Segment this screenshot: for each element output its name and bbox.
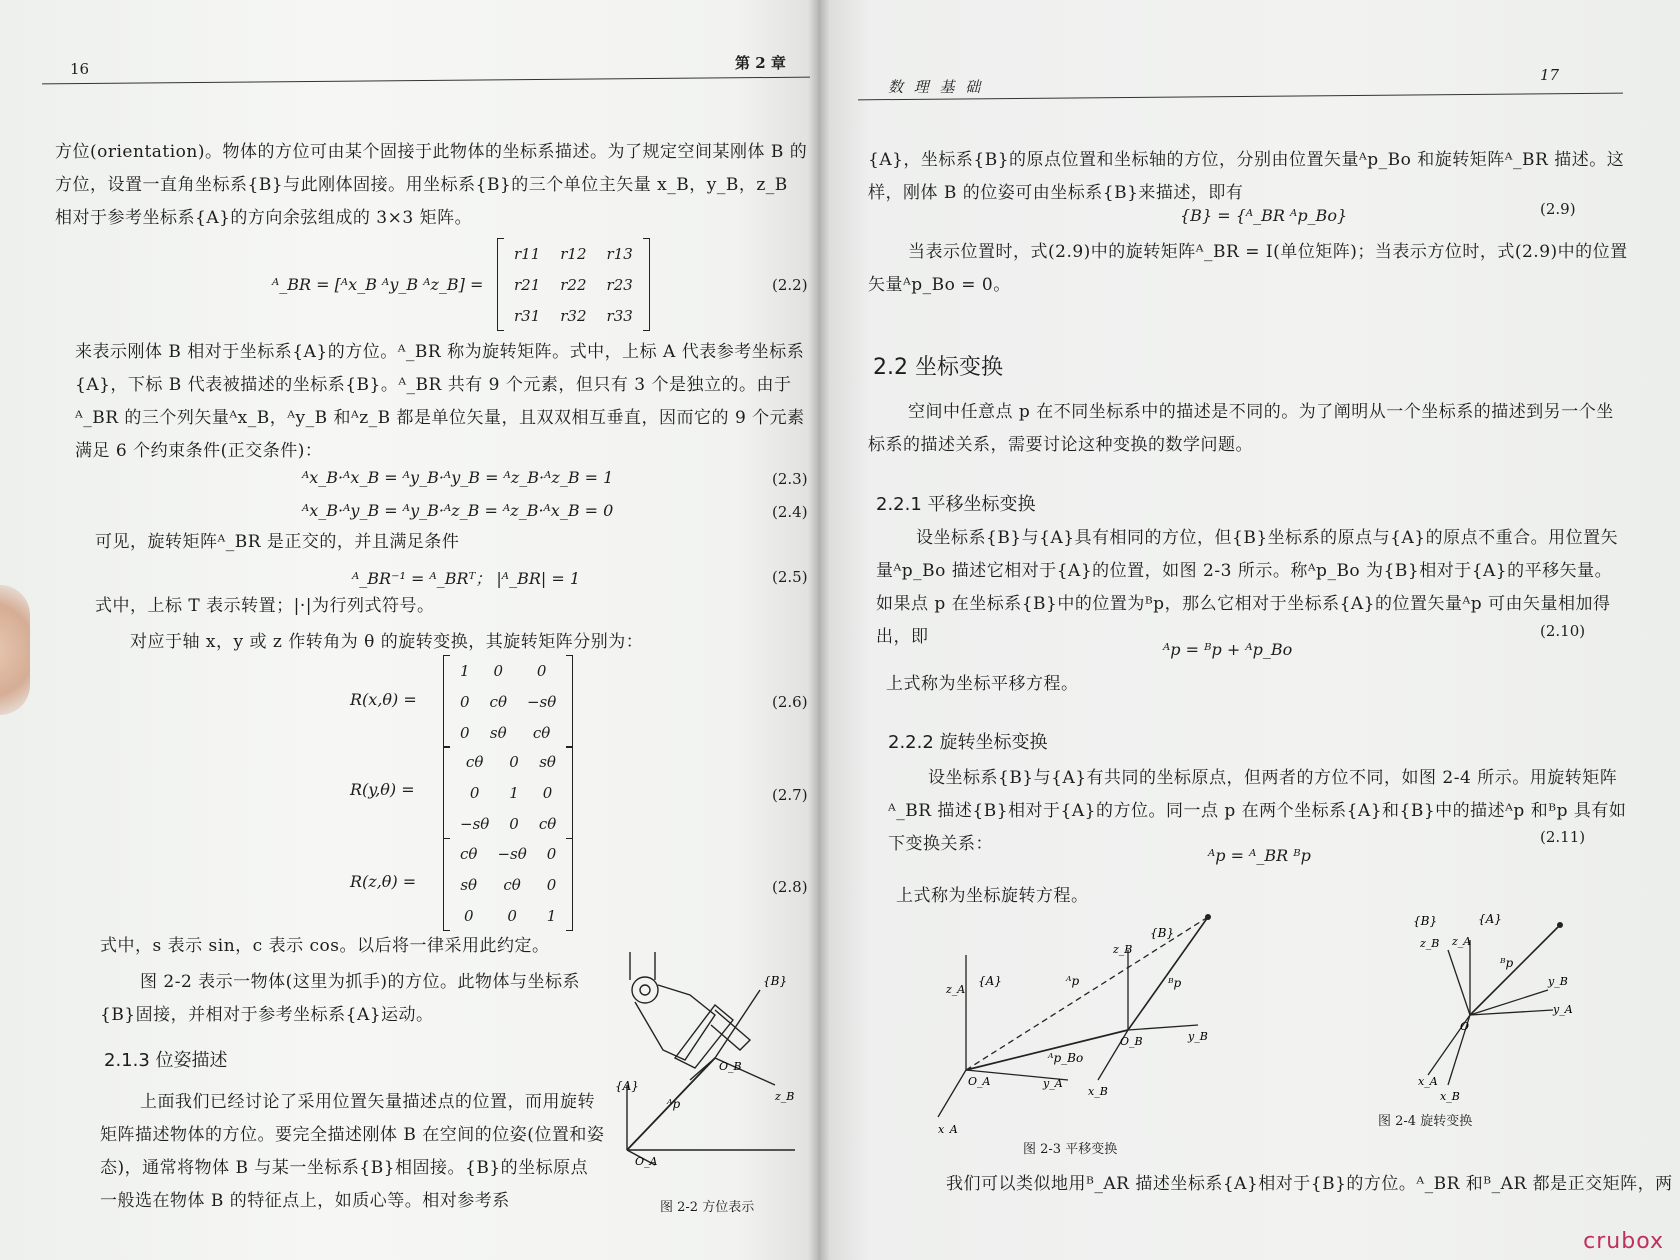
eq-2-7-matrix-cell: −sθ [460,814,490,833]
eq-2-6-number: (2.6) [772,693,808,711]
eq-2-3-number: (2.3) [772,470,808,488]
eq-2-6-matrix [443,655,573,748]
eq-2-6-matrix-cell: 0 [536,661,547,680]
eq-2-2-matrix-cell: r23 [606,275,633,294]
fig24-label-xB: x_B [1440,1090,1460,1103]
figure-2-2 [615,940,815,1170]
left-para-1: 方位(orientation)。物体的方位可由某个固接于此物体的坐标系描述。为了规定空间某刚体 B 的方位，设置一直角坐标系{B}与此刚体固接。用坐标系{B}的三个单位主矢量 x_B，y_B，z_B 相对于参考坐标系{A}的方向余弦组成的 3×3 矩阵。 [55,142,808,228]
fig24-label-Bp: ᴮp [1500,956,1514,970]
fig22-label-zB: z_B [775,1090,795,1103]
eq-2-8-matrix-cell: 0 [507,906,517,925]
eq-2-8-lhs: R(z,θ) = [350,872,417,891]
fig24-label-yB: y_B [1548,975,1568,988]
fig23-label-xB: x_B [1088,1085,1108,1098]
eq-2-3: ᴬx_B·ᴬx_B = ᴬy_B·ᴬy_B = ᴬz_B·ᴬz_B = 1 [302,468,614,487]
eq-2-6-lhs: R(x,θ) = [350,690,417,709]
eq-2-8-matrix-cell: 1 [546,906,557,925]
left-para-4: 式中，上标 T 表示转置；|·|为行列式符号。 [95,596,435,616]
fig23-label-yA: y_A [1043,1077,1063,1090]
fig24-label-B: {B} [1413,914,1438,928]
fig23-label-yB: y_B [1188,1030,1208,1043]
fig23-point-p [1205,914,1211,920]
eq-2-2-lhs: ᴬ_BR = [ᴬx_B ᴬy_B ᴬz_B] = [272,275,484,294]
fig23-label-xA: x_A [938,1123,958,1135]
eq-2-6-matrix-cell: −sθ [526,692,557,711]
thumb [0,585,30,715]
book-gutter [808,0,830,1260]
fig23-label-A: {A} [978,974,1002,988]
fig23-label-zA: z_A [946,983,966,996]
eq-2-6-matrix-cell: cθ [532,723,551,742]
eq-2-6-matrix-cell: cθ [489,692,507,711]
eq-2-7-matrix-cell: sθ [539,752,556,771]
eq-2-7-lhs: R(y,θ) = [350,780,415,799]
fig23-label-Ap: ᴬp [1066,974,1080,988]
right-para-8: 我们可以类似地用ᴮ_AR 描述坐标系{A}相对于{B}的方位。ᴬ_BR 和ᴮ_AR 都是正交矩阵，两 [946,1174,1673,1194]
eq-2-11-number: (2.11) [1540,828,1586,846]
eq-2-4-number: (2.4) [772,503,808,521]
eq-2-2-matrix-cell: r22 [560,275,587,294]
fig24-label-xA: x_A [1418,1075,1438,1088]
right-page [818,0,1680,1260]
fig24-label-zB: z_B [1420,937,1440,950]
eq-2-8-matrix-cell: cθ [503,875,521,894]
eq-2-6-matrix-cell: 0 [460,692,470,711]
figure-2-3 [898,905,1228,1135]
eq-2-8-matrix-cell: 0 [463,906,474,925]
right-header: 数 理 基 础 [888,78,984,96]
eq-2-2-matrix-cell: r13 [606,244,633,263]
right-para-1: {A}，坐标系{B}的原点位置和坐标轴的方位，分别由位置矢量ᴬp_Bo 和旋转矩阵ᴬ_BR 描述。这样，刚体 B 的位姿可由坐标系{B}来描述，即有 [868,150,1625,203]
eq-2-7-matrix-cell: 0 [469,783,480,802]
fig24-label-O: O [1460,1020,1470,1033]
figure-2-4 [1348,905,1598,1105]
section-2-2-heading: 2.2 坐标变换 [873,355,1003,380]
fig24-label-yA: y_A [1553,1003,1573,1016]
fig23-label-zB: z_B [1113,943,1133,956]
eq-2-8-matrix-cell: 0 [546,875,557,894]
right-para-2: 当表示位置时，式(2.9)中的旋转矩阵ᴬ_BR = I(单位矩阵)；当表示方位时，式(2.9)中的位置矢量ᴬp_Bo = 0。 [868,242,1628,295]
fig23-label-B: {B} [1150,926,1175,940]
eq-2-8-number: (2.8) [772,878,808,896]
eq-2-5-number: (2.5) [772,568,808,586]
eq-2-6-matrix-cell: 0 [493,661,504,680]
eq-2-2-matrix-cell: r33 [606,306,633,325]
fig23-label-OB: O_B [1120,1035,1143,1048]
eq-2-7-matrix-cell: 0 [509,752,519,771]
eq-2-2-number: (2.2) [772,276,808,294]
eq-2-8-matrix [443,838,573,931]
eq-2-4: ᴬx_B·ᴬy_B = ᴬy_B·ᴬz_B = ᴬz_B·ᴬx_B = 0 [302,501,614,520]
fig22-label-OB: O_B [719,1060,742,1073]
left-page [0,0,818,1260]
fig24-label-A: {A} [1478,912,1502,926]
section-2-2-1-heading: 2.2.1 平移坐标变换 [876,494,1036,515]
eq-2-2-matrix-cell: r31 [514,306,541,325]
right-para-6: 设坐标系{B}与{A}有共同的坐标原点，但两者的方位不同，如图 2-4 所示。用旋转矩阵ᴬ_BR 描述{B}相对于{A}的方位。同一点 p 在两个坐标系{A}和{B}中的描述ᴬp 和ᴮp 具有如下变换关系： [888,768,1627,854]
eq-2-10: ᴬp = ᴮp + ᴬp_Bo [1163,640,1293,659]
eq-2-7-matrix-cell: 1 [509,783,519,802]
left-page-number: 16 [70,60,90,78]
eq-2-7-matrix-cell: 0 [542,783,553,802]
right-para-3: 空间中任意点 p 在不同坐标系中的描述是不同的。为了阐明从一个坐标系的描述到另一个坐标系的描述关系，需要讨论这种变换的数学问题。 [868,402,1614,455]
left-para-8: 上面我们已经讨论了采用位置矢量描述点的位置，而用旋转矩阵描述物体的方位。要完全描述刚体 B 在空间的位姿(位置和姿态)，通常将物体 B 与某一坐标系{B}相固接。{B}的坐标原点一般选在物体 B 的特征点上，如质心等。相对参考系 [100,1092,605,1211]
eq-2-7-matrix-cell: cθ [538,814,557,833]
eq-2-2-matrix-cell: r12 [560,244,587,263]
chapter-header: 第 2 章 [735,54,786,72]
right-para-7: 上式称为坐标旋转方程。 [896,886,1089,906]
section-2-1-3-heading: 2.1.3 位姿描述 [104,1050,228,1071]
figure-2-2-caption: 图 2-2 方位表示 [660,1200,755,1215]
fig22-label-A: {A} [615,1079,639,1093]
eq-2-7-number: (2.7) [772,786,808,804]
eq-2-9: {B} = {ᴬ_BR ᴬp_Bo} [1180,206,1348,225]
eq-2-2-matrix [497,238,650,331]
fig23-label-ApBo: ᴬp_Bo [1048,1051,1084,1065]
eq-2-2-matrix-cell: r32 [560,306,587,325]
fig22-label-OA: O_A [635,1155,658,1168]
eq-2-9-number: (2.9) [1540,200,1576,218]
eq-2-2-matrix-cell: r11 [514,244,541,263]
right-para-5: 上式称为坐标平移方程。 [886,674,1079,694]
eq-2-10-number: (2.10) [1540,622,1586,640]
fig22-label-p: ᴬp [667,1097,681,1111]
eq-2-8-matrix-cell: −sθ [497,844,527,863]
eq-2-6-matrix-cell: 1 [460,661,470,680]
eq-2-11: ᴬp = ᴬ_BR ᴮp [1208,846,1311,865]
figure-2-3-caption: 图 2-3 平移变换 [1023,1142,1118,1157]
right-para-4: 设坐标系{B}与{A}具有相同的方位，但{B}坐标系的原点与{A}的原点不重合。用位置矢量ᴬp_Bo 描述它相对于{A}的位置，如图 2-3 所示。称ᴬp_Bo 为{B}相对于{A}的平移矢量。如果点 p 在坐标系{B}中的位置为ᴮp，那么它相对于坐标系{A}的位置矢量ᴬp 可由矢量相加得出，即 [876,528,1619,647]
eq-2-8-matrix-cell: cθ [460,844,478,863]
left-para-3: 可见，旋转矩阵ᴬ_BR 是正交的，并且满足条件 [95,532,460,552]
right-page-number: 17 [1540,66,1560,84]
left-para-5: 对应于轴 x，y 或 z 作转角为 θ 的旋转变换，其旋转矩阵分别为： [130,632,644,652]
header-rule-left [42,77,810,85]
section-2-2-2-heading: 2.2.2 旋转坐标变换 [888,732,1048,753]
eq-2-7-matrix [443,746,573,839]
fig22-label-B: {B} [763,974,788,988]
eq-2-2-matrix-cell: r21 [514,275,541,294]
figure-2-4-caption: 图 2-4 旋转变换 [1378,1114,1473,1129]
eq-2-8-matrix-cell: sθ [460,875,478,894]
eq-2-5: ᴬ_BR⁻¹ = ᴬ_BRᵀ； |ᴬ_BR| = 1 [352,569,581,588]
fig23-label-Bp: ᴮp [1168,976,1182,990]
fig24-point-p [1557,922,1563,928]
fig24-label-zA: z_A [1452,935,1472,948]
left-para-7: 图 2-2 表示一物体(这里为抓手)的方位。此物体与坐标系{B}固接，并相对于参考坐标系{A}运动。 [100,972,580,1025]
eq-2-7-matrix-cell: 0 [509,814,519,833]
eq-2-6-matrix-cell: sθ [489,723,507,742]
eq-2-8-matrix-cell: 0 [546,844,557,863]
eq-2-6-matrix-cell: 0 [460,723,470,742]
left-para-6: 式中，s 表示 sin，c 表示 cos。以后将一律采用此约定。 [100,936,550,956]
eq-2-7-matrix-cell: cθ [465,752,484,771]
left-para-2: 来表示刚体 B 相对于坐标系{A}的方位。ᴬ_BR 称为旋转矩阵。式中，上标 A 代表参考坐标系{A}，下标 B 代表被描述的坐标系{B}。ᴬ_BR 共有 9 个元素，但只有 3 个是独立的。由于ᴬ_BR 的三个列矢量ᴬx_B，ᴬy_B 和ᴬz_B 都是单位矢量，且双双相互垂直，因而它的 9 个元素满足 6 个约束条件(正交条件)： [75,342,805,461]
fig23-label-OA: O_A [968,1075,991,1088]
watermark: crubox [1583,1229,1664,1254]
